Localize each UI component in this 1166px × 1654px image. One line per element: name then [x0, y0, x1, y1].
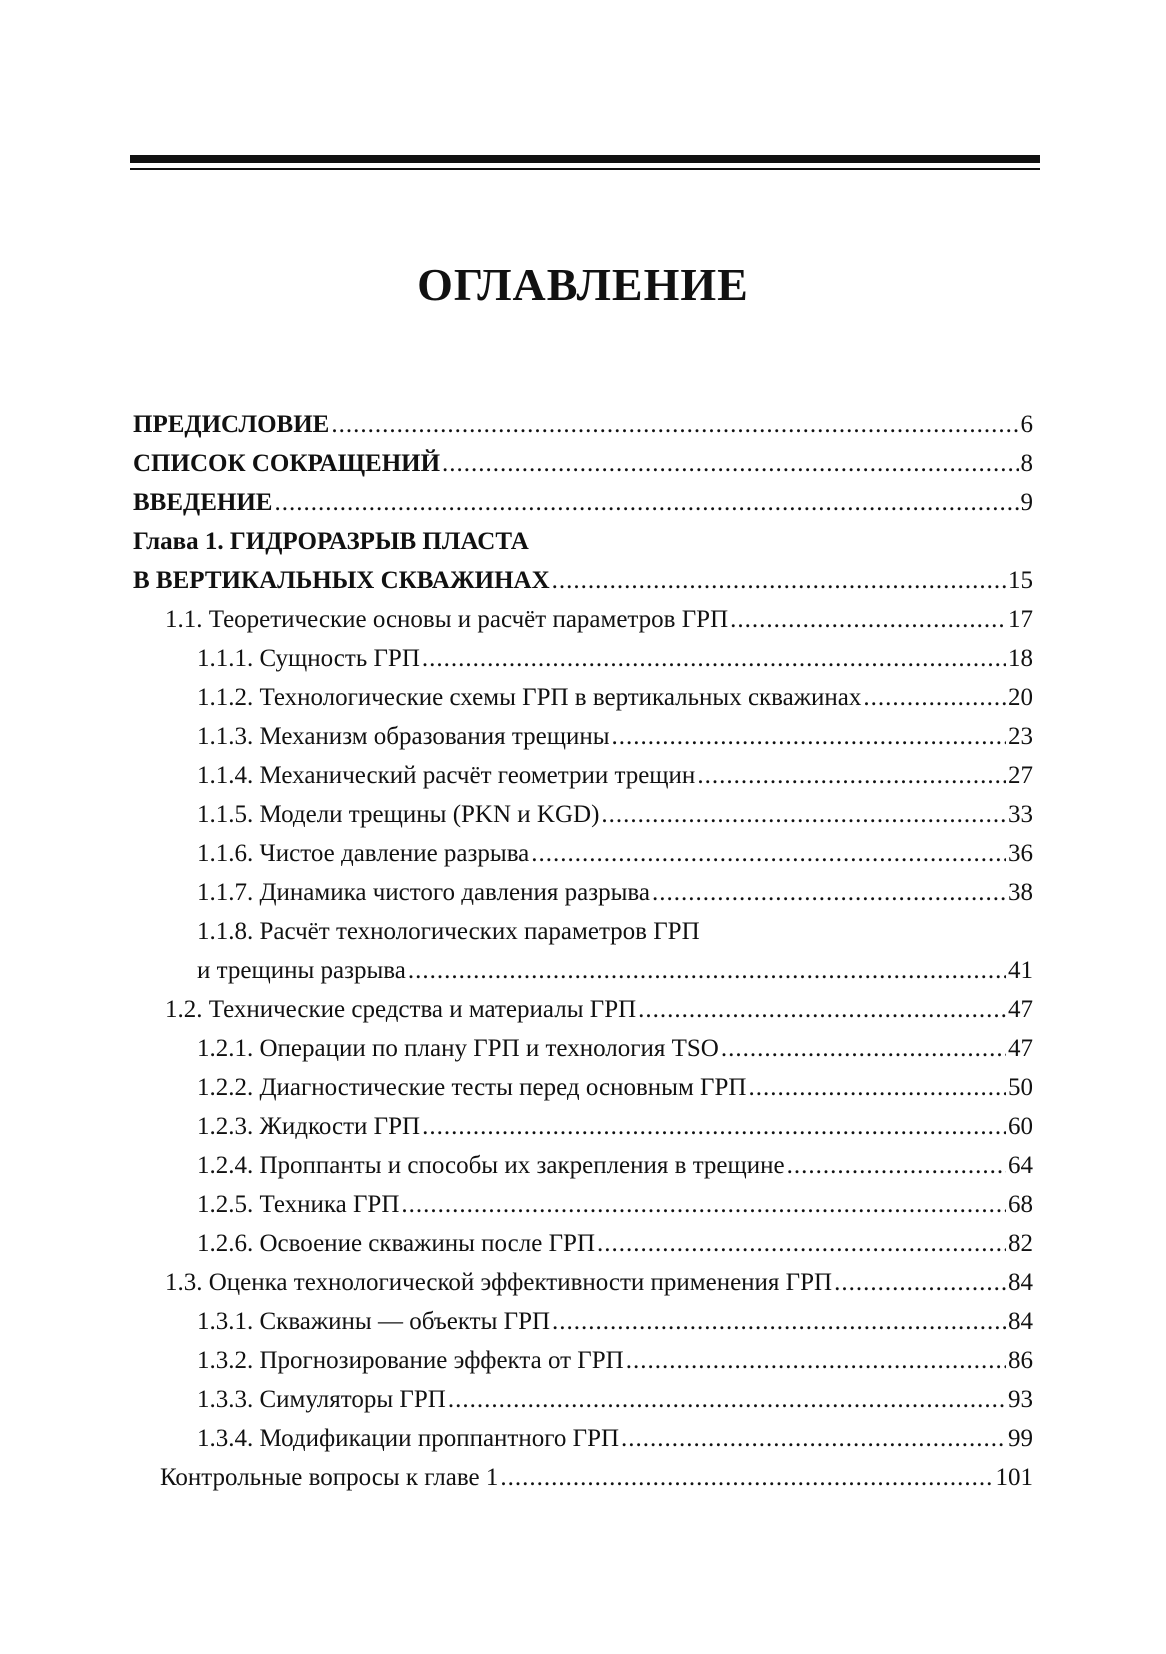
toc-entry-page: 18	[1008, 645, 1033, 672]
toc-entry-label: 1.2.3. Жидкости ГРП	[197, 1113, 421, 1140]
toc-entry-1-2-5[interactable]	[133, 1185, 1033, 1224]
toc-entry-page: 68	[1008, 1191, 1033, 1218]
toc-entry-label: 1.1.5. Модели трещины (PKN и KGD)	[197, 801, 600, 828]
toc-entry-label: 1.2.1. Операции по плану ГРП и технология TSO	[197, 1035, 719, 1062]
toc-entry-label: 1.2. Технические средства и материалы ГРП	[165, 996, 637, 1023]
toc-entry-label: Контрольные вопросы к главе 1	[160, 1464, 499, 1491]
toc-entry-label: 1.1.4. Механический расчёт геометрии трещин	[197, 762, 696, 789]
toc-entry-1-2-4[interactable]	[133, 1146, 1033, 1185]
toc-entry-page: 47	[1008, 1035, 1033, 1062]
toc-entry-page: 38	[1008, 879, 1033, 906]
toc-entry-label: 1.1.2. Технологические схемы ГРП в вертикальных скважинах	[197, 684, 862, 711]
toc-leader-dots	[448, 1380, 1006, 1419]
toc-entry-page: 17	[1008, 606, 1033, 633]
toc-entry-page: 6	[1020, 411, 1033, 438]
toc-leader-dots	[500, 1458, 993, 1497]
toc-entry-1-1[interactable]	[133, 600, 1033, 639]
toc-entry-page: 99	[1008, 1425, 1033, 1452]
toc-entry-introduction[interactable]	[133, 483, 1033, 522]
toc-entry-label: 1.2.2. Диагностические тесты перед основным ГРП	[197, 1074, 747, 1101]
toc-leader-dots	[442, 444, 1018, 483]
toc-entry-page: 15	[1008, 567, 1033, 594]
toc-entry-preface[interactable]	[133, 405, 1033, 444]
toc-entry-1-2[interactable]	[133, 990, 1033, 1029]
toc-entry-1-1-5[interactable]	[133, 795, 1033, 834]
toc-entry-label: 1.1. Теоретические основы и расчёт параметров ГРП	[165, 606, 729, 633]
toc-leader-dots	[552, 1302, 1006, 1341]
toc-entry-label: 1.2.6. Освоение скважины после ГРП	[197, 1230, 596, 1257]
toc-leader-dots	[721, 1029, 1006, 1068]
toc-entry-1-1-4[interactable]	[133, 756, 1033, 795]
toc-leader-dots	[612, 717, 1006, 756]
toc-leader-dots	[601, 795, 1006, 834]
toc-entry-label: СПИСОК СОКРАЩЕНИЙ	[133, 450, 441, 477]
toc-entry-1-2-2[interactable]	[133, 1068, 1033, 1107]
toc-leader-dots	[626, 1341, 1006, 1380]
toc-entry-1-3-1[interactable]	[133, 1302, 1033, 1341]
toc-entry-label: ВВЕДЕНИЕ	[133, 489, 273, 516]
toc-entry-1-1-8[interactable]	[133, 912, 1033, 990]
toc-entry-label-line2: и трещины разрыва	[197, 957, 406, 984]
toc-entry-1-1-6[interactable]	[133, 834, 1033, 873]
toc-entry-1-2-6[interactable]	[133, 1224, 1033, 1263]
toc-entry-1-2-1[interactable]	[133, 1029, 1033, 1068]
toc-entry-page: 41	[1008, 957, 1033, 984]
toc-leader-dots	[621, 1419, 1006, 1458]
toc-entry-label: 1.3.1. Скважины — объекты ГРП	[197, 1308, 551, 1335]
toc-entry-page: 33	[1008, 801, 1033, 828]
toc-entry-label: 1.3. Оценка технологической эффективности применения ГРП	[165, 1269, 833, 1296]
toc-entry-page: 84	[1008, 1269, 1033, 1296]
toc-entry-page: 23	[1008, 723, 1033, 750]
toc-leader-dots	[863, 678, 1006, 717]
toc-entry-1-3-4[interactable]	[133, 1419, 1033, 1458]
toc-leader-dots	[531, 834, 1006, 873]
toc-entry-page: 93	[1008, 1386, 1033, 1413]
toc-entry-page: 82	[1008, 1230, 1033, 1257]
toc-leader-dots	[730, 600, 1006, 639]
toc-entry-1-1-7[interactable]	[133, 873, 1033, 912]
table-of-contents	[133, 405, 1033, 1497]
toc-leader-dots	[422, 1107, 1006, 1146]
toc-entry-page: 47	[1008, 996, 1033, 1023]
toc-entry-1-1-3[interactable]	[133, 717, 1033, 756]
toc-leader-dots	[787, 1146, 1006, 1185]
toc-entry-page: 9	[1020, 489, 1033, 516]
toc-entry-label: 1.1.1. Сущность ГРП	[197, 645, 420, 672]
toc-entry-label: ПРЕДИСЛОВИЕ	[133, 411, 330, 438]
toc-entry-label: 1.3.3. Симуляторы ГРП	[197, 1386, 446, 1413]
toc-entry-page: 86	[1008, 1347, 1033, 1374]
toc-entry-label: 1.3.4. Модификации проппантного ГРП	[197, 1425, 620, 1452]
page-title: ОГЛАВЛЕНИЕ	[417, 259, 749, 310]
toc-leader-dots	[422, 639, 1006, 678]
toc-entry-page: 101	[995, 1464, 1033, 1491]
toc-entry-abbreviations[interactable]	[133, 444, 1033, 483]
toc-entry-page: 27	[1008, 762, 1033, 789]
toc-leader-dots	[552, 561, 1006, 600]
toc-entry-1-3[interactable]	[133, 1263, 1033, 1302]
toc-entry-label-line1: Глава 1. ГИДРОРАЗРЫВ ПЛАСТА	[133, 528, 529, 555]
toc-leader-dots	[638, 990, 1006, 1029]
toc-entry-review-questions[interactable]	[133, 1458, 1033, 1497]
toc-leader-dots	[401, 1185, 1006, 1224]
toc-entry-label: 1.1.3. Механизм образования трещины	[197, 723, 610, 750]
toc-entry-1-3-2[interactable]	[133, 1341, 1033, 1380]
toc-leader-dots	[331, 405, 1018, 444]
toc-entry-label-line2: В ВЕРТИКАЛЬНЫХ СКВАЖИНАХ	[133, 567, 550, 594]
toc-leader-dots	[834, 1263, 1006, 1302]
toc-entry-page: 64	[1008, 1152, 1033, 1179]
toc-entry-label-line1: 1.1.8. Расчёт технологических параметров ГРП	[197, 918, 700, 945]
toc-leader-dots	[652, 873, 1006, 912]
toc-leader-dots	[748, 1068, 1006, 1107]
toc-entry-1-2-3[interactable]	[133, 1107, 1033, 1146]
toc-leader-dots	[697, 756, 1006, 795]
toc-entry-label: 1.2.5. Техника ГРП	[197, 1191, 400, 1218]
toc-entry-label: 1.2.4. Проппанты и способы их закрепления в трещине	[197, 1152, 785, 1179]
toc-entry-page: 50	[1008, 1074, 1033, 1101]
toc-entry-1-1-1[interactable]	[133, 639, 1033, 678]
toc-entry-1-1-2[interactable]	[133, 678, 1033, 717]
toc-entry-chapter-1[interactable]	[133, 522, 1033, 600]
toc-entry-label: 1.1.7. Динамика чистого давления разрыва	[197, 879, 650, 906]
toc-leader-dots	[274, 483, 1018, 522]
toc-entry-page: 84	[1008, 1308, 1033, 1335]
toc-leader-dots	[597, 1224, 1006, 1263]
toc-entry-label: 1.3.2. Прогнозирование эффекта от ГРП	[197, 1347, 624, 1374]
toc-entry-label: 1.1.6. Чистое давление разрыва	[197, 840, 530, 867]
header-rule-thick	[130, 155, 1040, 163]
toc-entry-page: 60	[1008, 1113, 1033, 1140]
toc-entry-page: 8	[1020, 450, 1033, 477]
toc-entry-page: 36	[1008, 840, 1033, 867]
toc-leader-dots	[408, 951, 1006, 990]
toc-entry-page: 20	[1008, 684, 1033, 711]
header-rule-thin	[130, 168, 1040, 170]
toc-entry-1-3-3[interactable]	[133, 1380, 1033, 1419]
